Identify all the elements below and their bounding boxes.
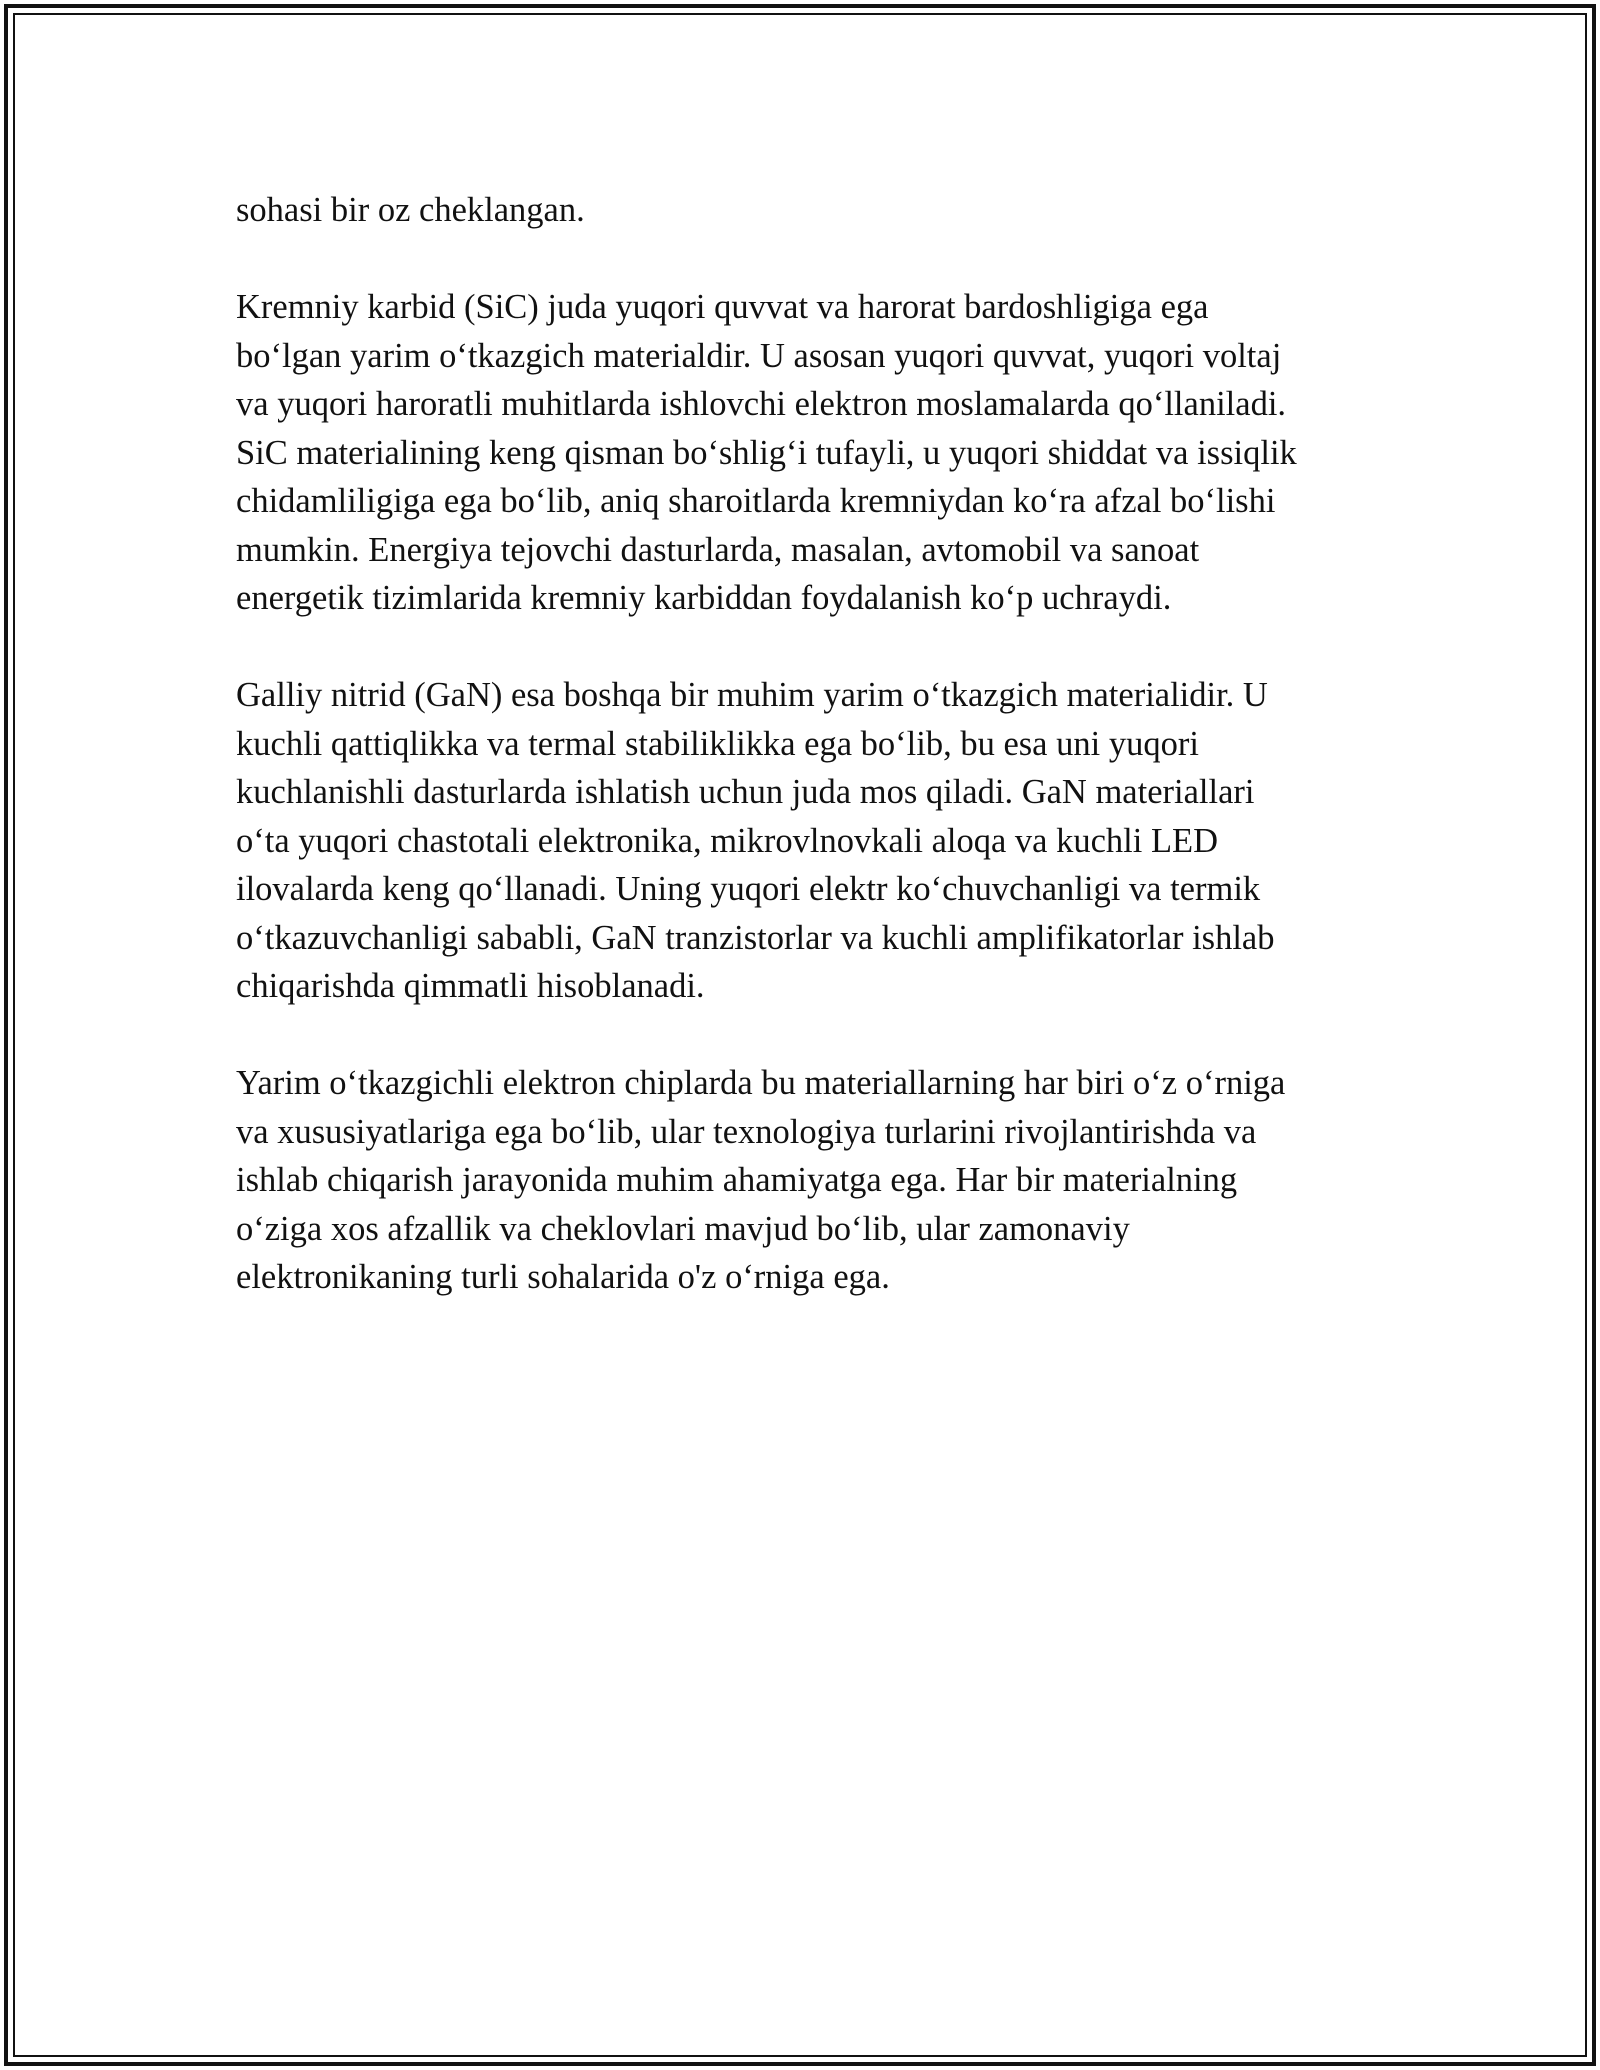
paragraph-conclusion: Yarim o‘tkazgichli elektron chiplarda bu materiallarning har biri o‘z o‘rniga va xususiyatlariga ega bo‘lib, ular texnologiya turlarini rivojlantirishda va ishlab chiqarish jarayonida muhim ahamiyatga ega. Har bir materialning o‘ziga xos afzallik va cheklovlari mavjud bo‘lib, ular zamonaviy elektronikaning turli sohalarida o'z o‘rniga ega. <box>236 1064 1286 1296</box>
paragraph-gallium-nitride: Galliy nitrid (GaN) esa boshqa bir muhim yarim o‘tkazgich materialidir. U kuchli qattiqlikka va termal stabiliklikka ega bo‘lib, bu esa uni yuqori kuchlanishli dasturlarda ishlatish uchun juda mos qiladi. GaN materiallari o‘ta yuqori chastotali elektronika, mikrovlnovkali aloqa va kuchli LED ilovalarda keng qo‘llanadi. Uning yuqori elektr ko‘chuvchanligi va termik o‘tkazuvchanligi sababli, GaN tranzistorlar va kuchli amplifikatorlar ishlab chiqarishda qimmatli hisoblanadi. <box>236 676 1275 1005</box>
document-body <box>236 186 1386 1350</box>
paragraph-silicon-carbide: Kremniy karbid (SiC) juda yuqori quvvat va harorat bardoshligiga ega bo‘lgan yarim o‘tkazgich materialdir. U asosan yuqori quvvat, yuqori voltaj va yuqori haroratli muhitlarda ishlovchi elektron moslamalarda qo‘llaniladi. SiC materialining keng qisman bo‘shlig‘i tufayli, u yuqori shiddat va issiqlik chidamliligiga ega bo‘lib, aniq sharoitlarda kremniydan ko‘ra afzal bo‘lishi mumkin. Energiya tejovchi dasturlarda, masalan, avtomobil va sanoat energetik tizimlarida kremniy karbiddan foydalanish ko‘p uchraydi. <box>236 288 1297 617</box>
paragraph-intro-tail: sohasi bir oz cheklangan. <box>236 191 585 229</box>
